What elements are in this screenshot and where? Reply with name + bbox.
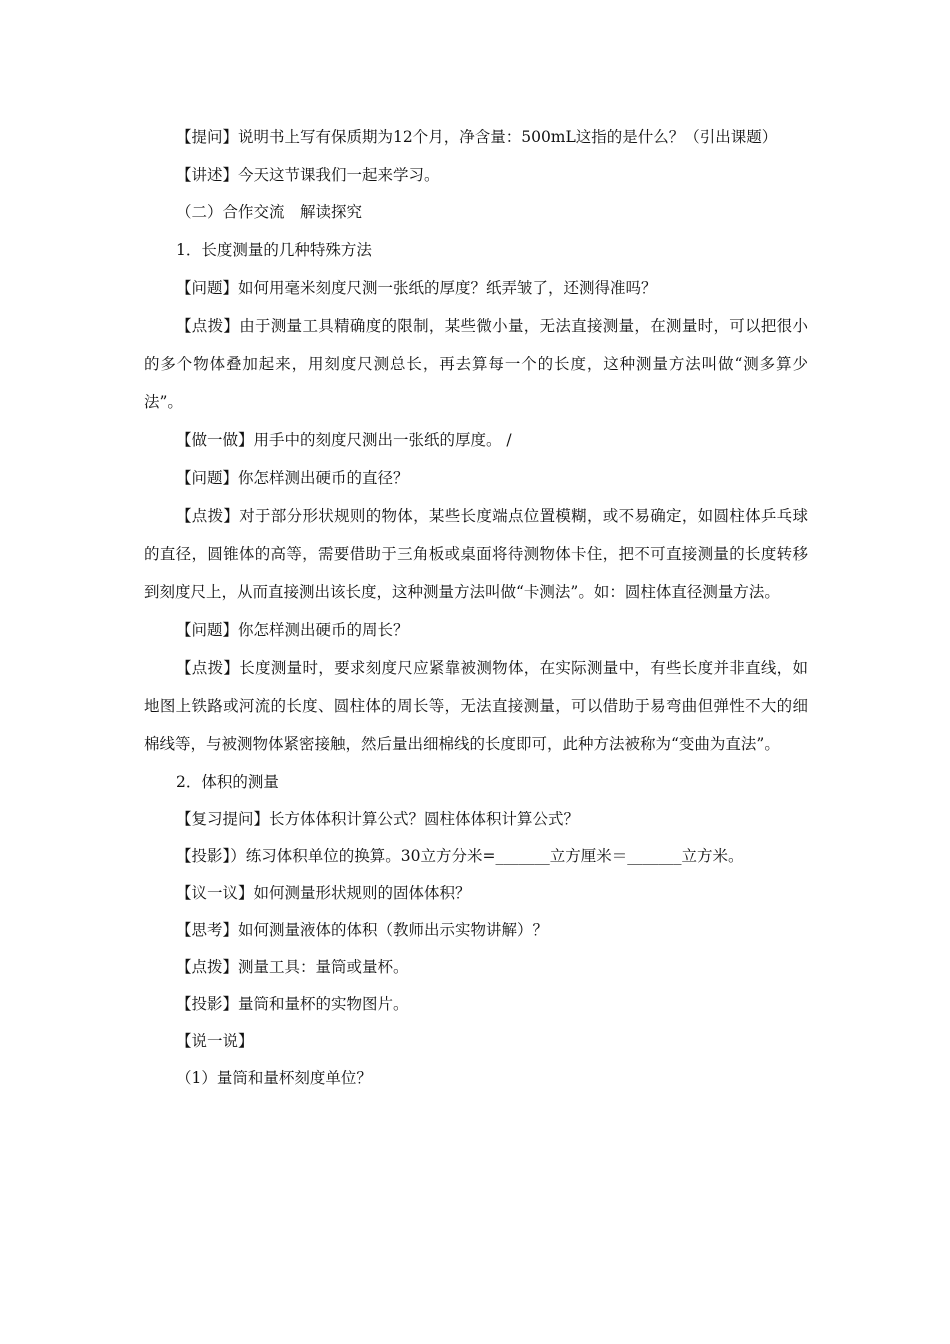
paragraph-item-1: （1）量筒和量杯刻度单位？ xyxy=(176,1069,372,1087)
paragraph-review-question: 【复习提问】长方体体积计算公式？圆柱体体积计算公式？ xyxy=(176,810,580,828)
paragraph-projection-images: 【投影】量筒和量杯的实物图片。 xyxy=(176,995,409,1013)
document-body xyxy=(144,118,808,1097)
subsection-heading-volume: 2．体积的测量 xyxy=(176,773,279,791)
section-heading-cooperation: （二）合作交流 解读探究 xyxy=(176,203,363,221)
paragraph-projection-conversion: 【投影】）练习体积单位的换算。30立方分米=_______立方厘米＝_______立方米。 xyxy=(176,847,744,865)
paragraph-hint-accumulation: 【点拨】由于测量工具精确度的限制，某些微小量，无法直接测量，在测量时，可以把很小的多个物体叠加起来，用刻度尺测总长，再去算每一个的长度，这种测量方法叫做“测多算少法”。 xyxy=(144,317,808,411)
subsection-heading-length: 1．长度测量的几种特殊方法 xyxy=(176,241,372,259)
paragraph-talk: 【说一说】 xyxy=(176,1032,254,1050)
paragraph-hint-clamp: 【点拨】对于部分形状规则的物体，某些长度端点位置模糊，或不易确定，如圆柱体乒乓球的直径，圆锥体的高等，需要借助于三角板或桌面将待测物体卡住，把不可直接测量的长度转移到刻度尺上，从而直接测出该长度，这种测量方法叫做“卡测法”。如：圆柱体直径测量方法。 xyxy=(144,507,808,601)
paragraph-hint-tools: 【点拨】测量工具：量筒或量杯。 xyxy=(176,958,409,976)
paragraph-narration: 【讲述】今天这节课我们一起来学习。 xyxy=(176,166,440,184)
paragraph-discussion: 【议一议】如何测量形状规则的固体体积？ xyxy=(176,884,471,902)
paragraph-think: 【思考】如何测量液体的体积（教师出示实物讲解）？ xyxy=(176,921,549,939)
paragraph-question-coin-perimeter: 【问题】你怎样测出硬币的周长？ xyxy=(176,621,409,639)
paragraph-hint-curve-to-straight: 【点拨】长度测量时，要求刻度尺应紧靠被测物体，在实际测量中，有些长度并非直线，如地图上铁路或河流的长度、圆柱体的周长等，无法直接测量，可以借助于易弯曲但弹性不大的细棉线等，与被测物体紧密接触，然后量出细棉线的长度即可，此种方法被称为“变曲为直法”。 xyxy=(144,659,808,753)
paragraph-question-paper-thickness: 【问题】如何用毫米刻度尺测一张纸的厚度？纸弄皱了，还测得准吗？ xyxy=(176,279,657,297)
paragraph-activity-measure: 【做一做】用手中的刻度尺测出一张纸的厚度。 / xyxy=(176,431,512,449)
paragraph-question-shelf-life: 【提问】说明书上写有保质期为12个月，净含量：500mL这指的是什么？（引出课题） xyxy=(176,128,778,146)
paragraph-question-coin-diameter: 【问题】你怎样测出硬币的直径？ xyxy=(176,469,409,487)
